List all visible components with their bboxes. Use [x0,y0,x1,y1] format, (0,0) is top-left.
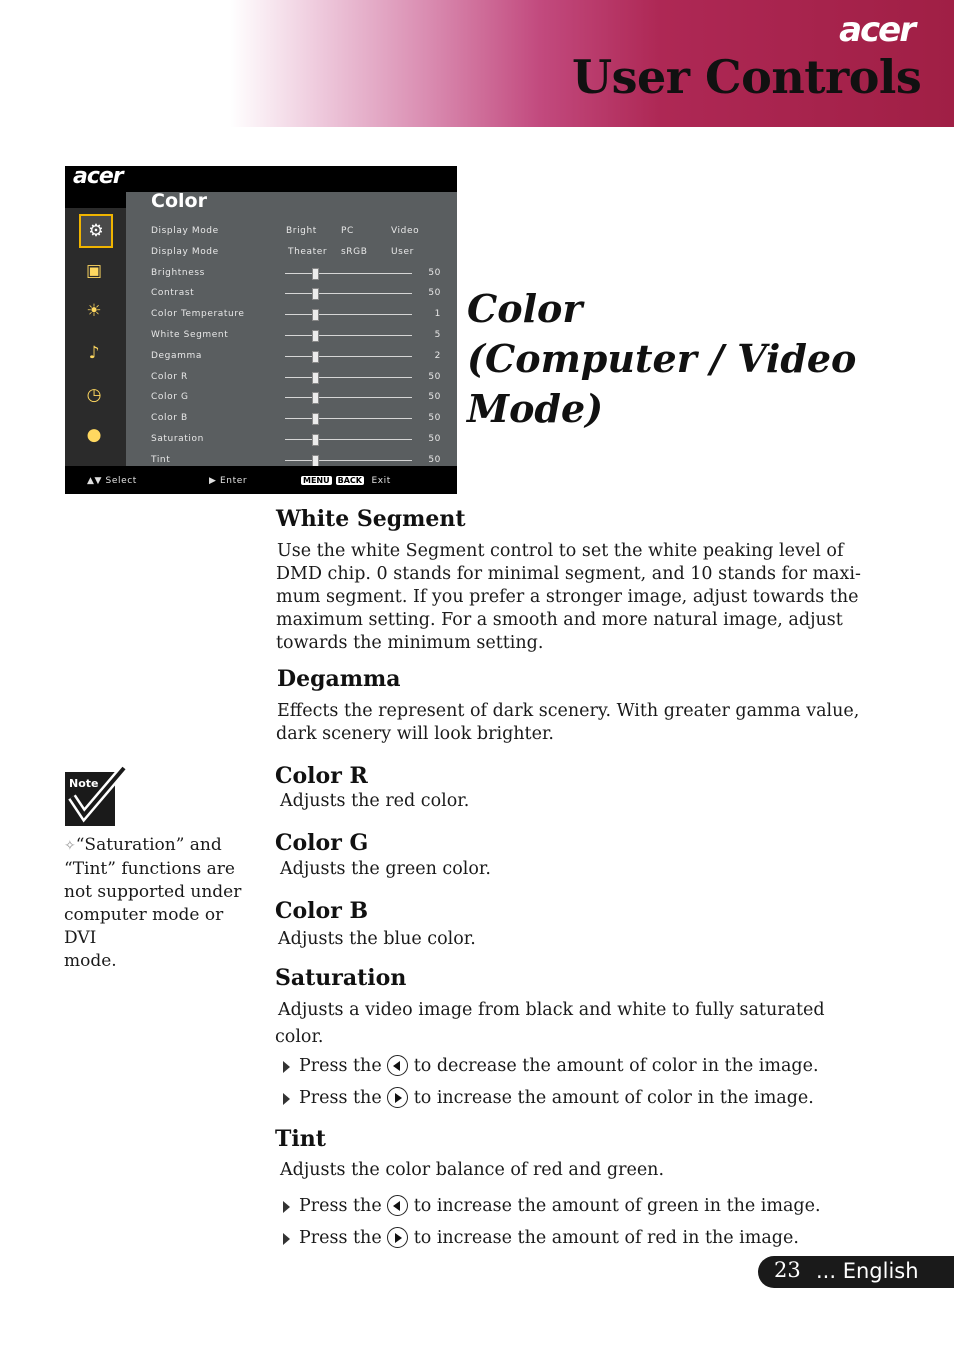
osd-row-label: Color R [151,371,188,382]
osd-mode-option[interactable]: Bright [286,226,317,236]
saturation-bullet-increase: Press the to increase the amount of color in the image. [283,1087,814,1108]
osd-enter-hint: ▶ Enter [209,476,248,486]
osd-slider-handle[interactable] [312,330,319,342]
osd-slider-handle[interactable] [312,434,319,446]
osd-slider-value: 50 [428,371,441,382]
brand-logo: acer [839,10,914,50]
osd-slider-value: 50 [428,267,441,278]
back-button-icon: BACK [337,476,362,485]
osd-slider-value: 5 [434,330,441,340]
right-arrow-button-icon [387,1087,408,1108]
osd-slider-row[interactable] [126,347,457,367]
color-b-heading: Color B [275,898,369,924]
svg-text:Note: Note [69,777,99,790]
osd-row-label: Tint [151,454,171,465]
note-icon [64,765,128,827]
tint-description: Adjusts the color balance of red and green. [280,1160,665,1180]
color-g-heading: Color G [275,830,369,856]
osd-slider-track[interactable] [285,314,412,315]
osd-display-mode-row[interactable] [126,243,457,263]
osd-slider-track[interactable] [285,460,412,461]
white-segment-description: Use the white Segment control to set the white peaking level of DMD chip. 0 stands for minimal segment, and 10 stands for maxi- mum segment. If you prefer a stronger image, adjust towards the maximum setting. For a smooth and more natural image, adjust towards the minimum setting. [276,541,861,653]
osd-row-label: White Segment [151,330,229,340]
osd-slider-row[interactable] [126,430,457,450]
page-language: ... English [816,1259,919,1283]
white-segment-heading: White Segment [276,506,466,532]
osd-row-label: Saturation [151,434,204,444]
color-settings-icon[interactable]: ⚙ [79,214,113,248]
degamma-description: Effects the represent of dark scenery. With greater gamma value, dark scenery will look brighter. [276,701,860,744]
osd-row-label: Color B [151,413,188,424]
right-arrow-button-icon [387,1227,408,1248]
tint-bullet-green: Press the to increase the amount of green in the image. [283,1195,821,1216]
osd-slider-handle[interactable] [312,309,319,321]
image-icon[interactable]: ▣ [85,261,103,281]
osd-row-label: Display Mode [151,246,219,257]
color-r-heading: Color R [275,763,368,789]
osd-display-mode-row[interactable] [126,222,457,242]
osd-footer [65,466,457,494]
section-title: Color (Computer / Video Mode) [467,286,857,431]
page-footer [758,1256,954,1288]
menu-button-icon: MENU [303,476,330,485]
osd-slider-handle[interactable] [312,372,319,384]
osd-exit-hint: MENU BACK Exit [303,476,391,486]
osd-slider-track[interactable] [285,293,412,294]
degamma-heading: Degamma [277,666,401,692]
osd-slider-value: 1 [434,309,441,320]
audio-icon[interactable]: ♪ [88,343,100,363]
page-number: 23 [774,1258,801,1282]
saturation-heading: Saturation [275,965,407,991]
note-bullet-icon: ✧ [64,838,76,854]
osd-mode-option[interactable]: Theater [288,246,328,257]
saturation-description: Adjusts a video image from black and white to fully saturated color. [275,1000,825,1047]
color-g-description: Adjusts the green color. [280,859,491,879]
osd-row-label: Contrast [151,288,195,299]
osd-slider-handle[interactable] [312,413,319,425]
osd-select-hint: ▲▼ Select [87,476,137,486]
osd-mode-option[interactable]: PC [341,226,354,236]
page-header [0,0,954,127]
osd-slider-track[interactable] [285,397,412,398]
osd-row-label: Degamma [151,350,202,361]
osd-row-label: Color Temperature [151,309,245,320]
osd-slider-track[interactable] [285,335,412,336]
bullet-marker [283,1061,290,1073]
osd-slider-value: 2 [434,350,441,361]
left-arrow-button-icon [387,1195,408,1216]
osd-slider-row[interactable] [126,409,457,429]
osd-slider-handle[interactable] [312,288,319,300]
management-icon[interactable]: ☀ [86,301,102,321]
osd-slider-track[interactable] [285,439,412,440]
osd-sidebar [65,208,126,466]
osd-slider-value: 50 [428,288,441,299]
osd-slider-track[interactable] [285,273,412,274]
osd-slider-handle[interactable] [312,392,319,404]
osd-color-panel [126,192,457,466]
osd-slider-value: 50 [428,392,441,403]
color-b-description: Adjusts the blue color. [278,929,476,949]
language-icon[interactable]: ● [86,425,102,445]
osd-heading: Color [151,190,207,212]
bullet-marker [283,1201,290,1213]
osd-row-label: Color G [151,392,189,403]
bullet-marker [283,1093,290,1105]
osd-slider-value: 50 [428,413,441,424]
osd-slider-handle[interactable] [312,351,319,363]
osd-slider-handle[interactable] [312,455,319,467]
osd-brand-logo: acer [73,164,123,189]
osd-slider-row[interactable] [126,326,457,346]
note-text: ✧“Saturation” and “Tint” functions are not supported under computer mode or DVI mode. [64,835,242,971]
osd-mode-option[interactable]: sRGB [341,246,368,257]
tint-heading: Tint [275,1126,326,1152]
osd-slider-track[interactable] [285,356,412,357]
osd-slider-row[interactable] [126,284,457,304]
osd-slider-value: 50 [428,434,441,444]
timer-icon[interactable]: ◷ [86,385,102,405]
osd-slider-row[interactable] [126,388,457,408]
osd-slider-row[interactable] [126,305,457,325]
left-arrow-button-icon [387,1055,408,1076]
osd-row-label: Brightness [151,267,205,278]
osd-mode-option[interactable]: Video [391,226,420,236]
tint-bullet-red: Press the to increase the amount of red in the image. [283,1227,799,1248]
osd-menu-screenshot [65,166,457,494]
osd-mode-option[interactable]: User [391,246,414,257]
saturation-bullet-decrease: Press the to decrease the amount of color in the image. [283,1055,819,1076]
bullet-marker [283,1233,290,1245]
osd-slider-track[interactable] [285,377,412,378]
osd-slider-row[interactable] [126,264,457,284]
osd-slider-handle[interactable] [312,268,319,280]
osd-slider-value: 50 [428,454,441,465]
osd-slider-track[interactable] [285,418,412,419]
osd-row-label: Display Mode [151,226,219,236]
color-r-description: Adjusts the red color. [280,791,470,811]
osd-slider-row[interactable] [126,368,457,388]
page-title: User Controls [572,50,922,104]
